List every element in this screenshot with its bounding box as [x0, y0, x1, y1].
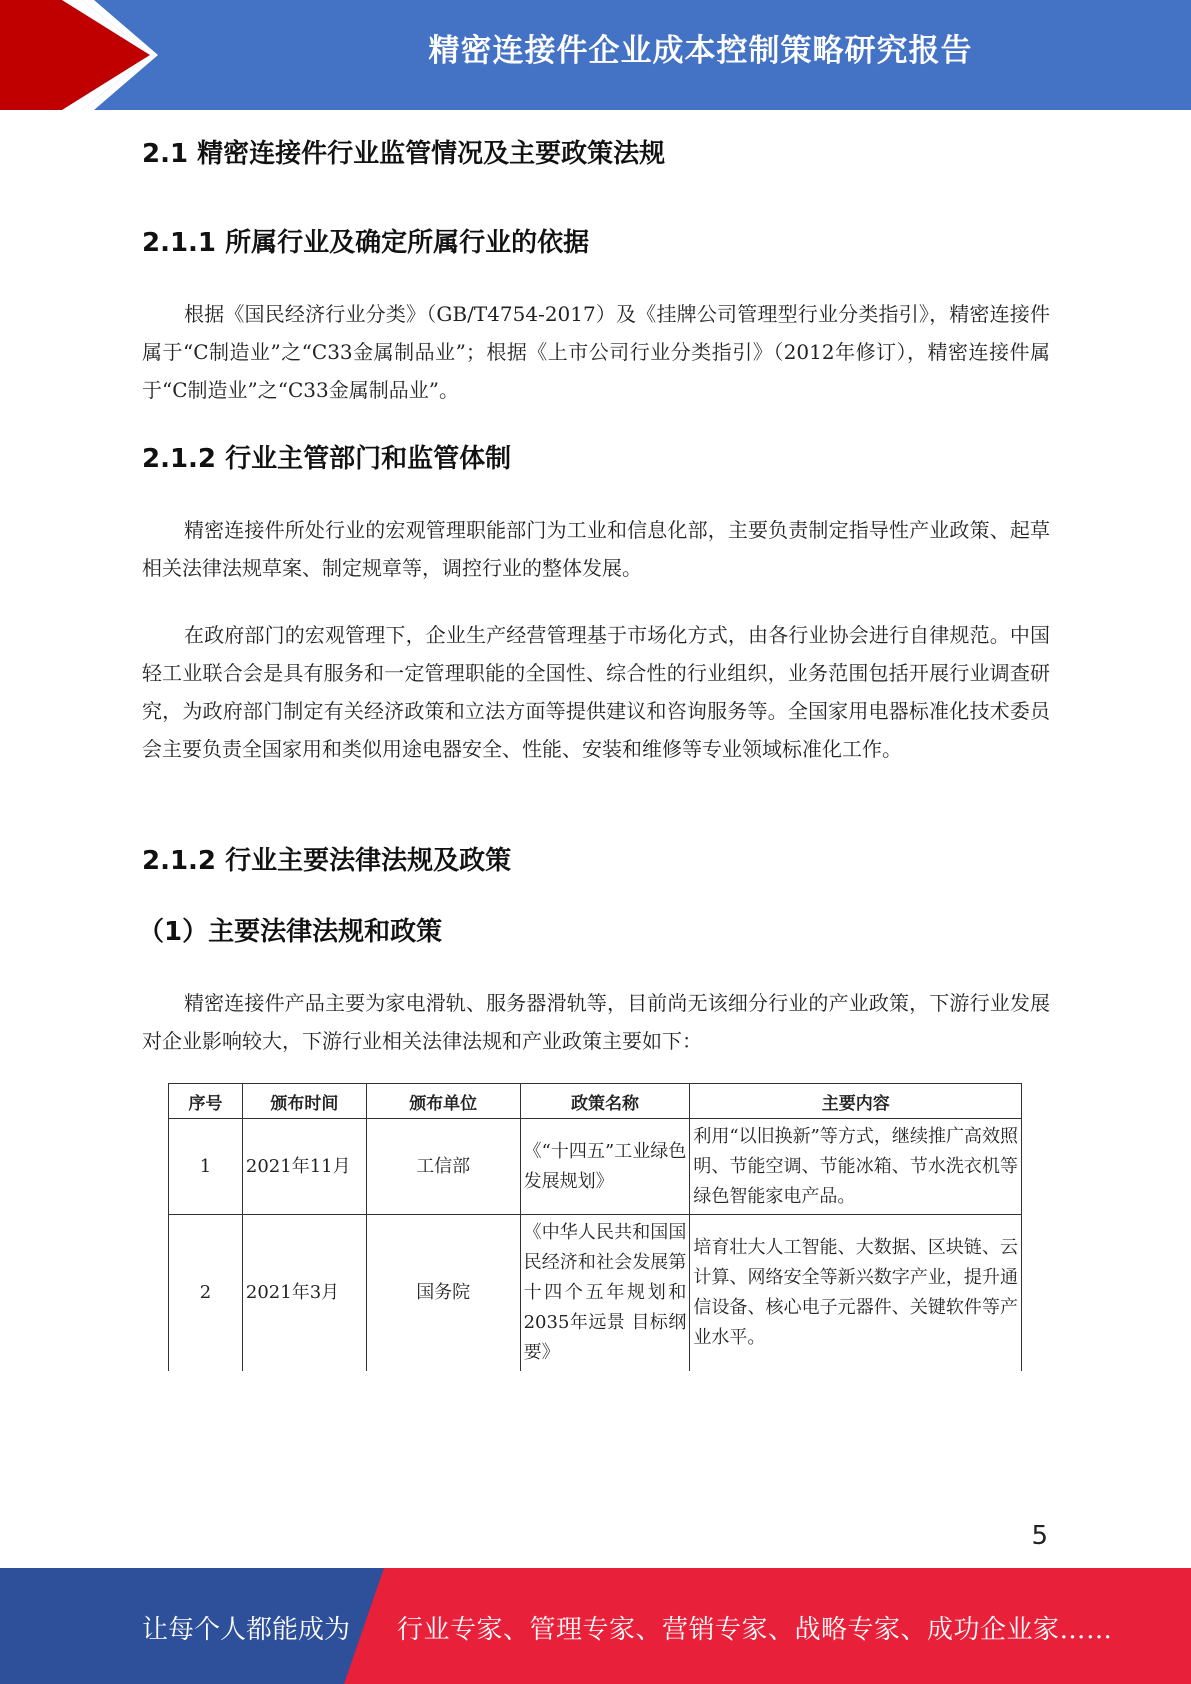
cell-date: 2021年11月	[242, 1119, 366, 1215]
section-heading-2-1-2-laws: 2.1.2 行业主要法律法规及政策	[142, 846, 512, 876]
cell-content: 培育壮大人工智能、大数据、区块链、云计算、网络安全等新兴数字产业，提升通信设备、核心电子元器件、关键软件等产业水平。	[690, 1215, 1022, 1371]
cell-date: 2021年3月	[242, 1215, 366, 1371]
header-title: 精密连接件企业成本控制策略研究报告	[428, 33, 973, 69]
cell-org: 国务院	[366, 1215, 520, 1371]
column-header-date: 颁布时间	[242, 1084, 366, 1119]
paragraph-self-regulation: 在政府部门的宏观管理下，企业生产经营管理基于市场化方式，由各行业协会进行自律规范。中国轻工业联合会是具有服务和一定管理职能的全国性、综合性的行业组织，业务范围包括开展行业调查研究，为政府部门制定有关经济政策和立法方面等提供建议和咨询服务等。全国家用电器标准化技术委员会主要负责全国家用和类似用途电器安全、性能、安装和维修等专业领域标准化工作。	[142, 623, 1050, 761]
page-footer	[0, 1568, 1191, 1684]
table-header-row	[169, 1084, 1022, 1119]
policy-table	[168, 1083, 1022, 1371]
cell-content: 利用“以旧换新”等方式，继续推广高效照明、节能空调、节能冰箱、节水洗衣机等绿色智能家电产品。	[690, 1119, 1022, 1215]
cell-no: 1	[169, 1119, 243, 1215]
cell-policy-name: 《“十四五”工业绿色发展规划》	[520, 1119, 690, 1215]
paragraph-regulator: 精密连接件所处行业的宏观管理职能部门为工业和信息化部，主要负责制定指导性产业政策、起草相关法律法规草案、制定规章等，调控行业的整体发展。	[142, 518, 1050, 580]
cell-no: 2	[169, 1215, 243, 1371]
column-header-no: 序号	[169, 1084, 243, 1119]
subsection-heading-1: （1）主要法律法规和政策	[138, 917, 443, 947]
table-row	[169, 1215, 1022, 1371]
section-heading-2-1: 2.1 精密连接件行业监管情况及主要政策法规	[142, 139, 666, 169]
cell-org: 工信部	[366, 1119, 520, 1215]
column-header-org: 颁布单位	[366, 1084, 520, 1119]
paragraph-downstream-policy: 精密连接件产品主要为家电滑轨、服务器滑轨等，目前尚无该细分行业的产业政策，下游行业发展对企业影响较大，下游行业相关法律法规和产业政策主要如下：	[142, 991, 1050, 1053]
section-heading-2-1-1: 2.1.1 所属行业及确定所属行业的依据	[142, 228, 590, 258]
section-heading-2-1-2-regulation: 2.1.2 行业主管部门和监管体制	[142, 444, 512, 474]
page-header	[0, 0, 1191, 110]
column-header-name: 政策名称	[520, 1084, 690, 1119]
paragraph-industry-classification: 根据《国民经济行业分类》（GB/T4754-2017）及《挂牌公司管理型行业分类指引》，精密连接件属于“C制造业”之“C33金属制品业”；根据《上市公司行业分类指引》（2012年修订），精密连接件属于“C制造业”之“C33金属制品业”。	[142, 302, 1050, 402]
page-number: 5	[1031, 1521, 1048, 1551]
footer-slogan-left: 让每个人都能成为	[142, 1615, 351, 1645]
cell-policy-name: 《中华人民共和国国民经济和社会发展第十四个五年规划和2035年远景 目标纲要》	[520, 1215, 690, 1371]
column-header-content: 主要内容	[690, 1084, 1022, 1119]
footer-slogan-right: 行业专家、管理专家、营销专家、战略专家、成功企业家……	[397, 1615, 1113, 1645]
table-row	[169, 1119, 1022, 1215]
